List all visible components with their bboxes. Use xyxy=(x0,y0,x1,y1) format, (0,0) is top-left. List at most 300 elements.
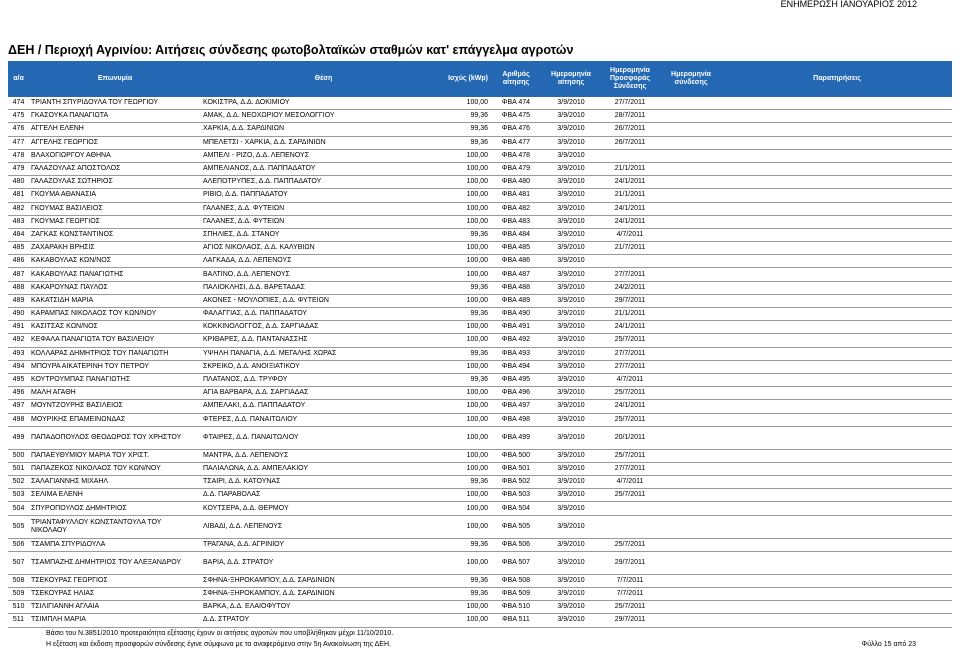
cell-power: 100,00 xyxy=(446,215,490,228)
cell-application-number: ΦΒΑ 510 xyxy=(490,601,542,614)
cell-application-number: ΦΒΑ 493 xyxy=(490,347,542,360)
cell-name: ΤΣΑΜΠΑ ΣΠΥΡΙΔΟΥΛΑ xyxy=(29,538,201,551)
cell-remarks xyxy=(722,228,952,241)
cell-remarks xyxy=(722,515,952,538)
footer-notes xyxy=(46,628,393,650)
cell-name: ΣΕΛΙΜΑ ΕΛΕΝΗ xyxy=(29,489,201,502)
cell-name: ΜΑΛΗ ΑΓΑΘΗ xyxy=(29,387,201,400)
table-row xyxy=(8,538,952,551)
cell-offer-date: 27/7/2011 xyxy=(600,347,660,360)
cell-remarks xyxy=(722,373,952,386)
cell-location: ΒΑΡΚΑ, Δ.Δ. ΕΛΑΙΟΦΥΤΟΥ xyxy=(201,601,446,614)
cell-connection-date xyxy=(660,110,722,123)
cell-application-number: ΦΒΑ 498 xyxy=(490,413,542,426)
cell-aa: 498 xyxy=(8,413,29,426)
cell-aa: 493 xyxy=(8,347,29,360)
cell-power: 99,36 xyxy=(446,588,490,601)
table-row xyxy=(8,110,952,123)
footer-note-2: Η εξέταση και έκδοση προσφορών σύνδεσης έγινε σύμφωνα με τα αναφερόμενα στην 5η Ανακοίνωση της ΔΕΗ. xyxy=(46,641,391,648)
cell-aa: 500 xyxy=(8,449,29,462)
table-row xyxy=(8,136,952,149)
cell-application-number: ΦΒΑ 483 xyxy=(490,215,542,228)
table-row xyxy=(8,202,952,215)
cell-remarks xyxy=(722,387,952,400)
cell-name: ΚΑΚΑΒΟΥΛΑΣ ΠΑΝΑΓΙΩΤΗΣ xyxy=(29,268,201,281)
page-number: Φύλλο 15 από 23 xyxy=(861,641,916,648)
cell-application-date: 3/9/2010 xyxy=(542,449,600,462)
cell-connection-date xyxy=(660,502,722,515)
cell-offer-date: 24/1/2011 xyxy=(600,400,660,413)
cell-location: ΧΑΡΚΙΑ, Δ.Δ. ΣΑΡΔΙΝΙΩΝ xyxy=(201,123,446,136)
cell-remarks xyxy=(722,574,952,587)
cell-aa: 491 xyxy=(8,321,29,334)
cell-name: ΤΡΙΑΝΤΑΦΥΛΛΟΥ ΚΩΝΣΤΑΝΤΟΥΛΑ ΤΟΥ ΝΙΚΟΛΑΟΥ xyxy=(29,515,201,538)
cell-name: ΜΠΟΥΡΑ ΑΙΚΑΤΕΡΙΝΗ ΤΟΥ ΠΕΤΡΟΥ xyxy=(29,360,201,373)
cell-aa: 511 xyxy=(8,614,29,627)
cell-offer-date: 4/7/2011 xyxy=(600,373,660,386)
cell-application-date: 3/9/2010 xyxy=(542,373,600,386)
cell-application-number: ΦΒΑ 484 xyxy=(490,228,542,241)
cell-remarks xyxy=(722,588,952,601)
cell-connection-date xyxy=(660,515,722,538)
table-row xyxy=(8,308,952,321)
cell-remarks xyxy=(722,614,952,627)
cell-application-number: ΦΒΑ 480 xyxy=(490,176,542,189)
cell-name: ΜΟΥΝΤΖΟΥΡΗΣ ΒΑΣΙΛΕΙΟΣ xyxy=(29,400,201,413)
cell-power: 99,36 xyxy=(446,373,490,386)
cell-aa: 477 xyxy=(8,136,29,149)
cell-name: ΤΣΑΜΠΑΖΗΣ ΔΗΜΗΤΡΙΟΣ ΤΟΥ ΑΛΕΞΑΝΔΡΟΥ xyxy=(29,551,201,574)
cell-application-date: 3/9/2010 xyxy=(542,123,600,136)
cell-application-date: 3/9/2010 xyxy=(542,136,600,149)
cell-location: ΦΤΑΙΡΕΣ, Δ.Δ. ΠΑΝΑΙΤΩΛΙΟΥ xyxy=(201,426,446,449)
cell-name: ΤΣΙΜΠΛΗ ΜΑΡΙΑ xyxy=(29,614,201,627)
table-row xyxy=(8,123,952,136)
cell-aa: 501 xyxy=(8,462,29,475)
table-row xyxy=(8,268,952,281)
cell-name: ΚΑΚΑΡΟΥΝΑΣ ΠΑΥΛΟΣ xyxy=(29,281,201,294)
table-header-row xyxy=(8,61,952,97)
cell-power: 100,00 xyxy=(446,162,490,175)
cell-name: ΓΑΛΑΖΟΥΛΑΣ ΑΠΟΣΤΟΛΟΣ xyxy=(29,162,201,175)
cell-location: ΑΓΙΟΣ ΝΙΚΟΛΑΟΣ, Δ.Δ. ΚΑΛΥΒΙΩΝ xyxy=(201,242,446,255)
cell-name: ΚΕΦΑΛΑ ΠΑΝΑΓΙΩΤΑ ΤΟΥ ΒΑΣΙΛΕΙΟΥ xyxy=(29,334,201,347)
update-date: ΕΝΗΜΕΡΩΣΗ ΙΑΝΟΥΑΡΙΟΣ 2012 xyxy=(780,0,917,9)
table-row xyxy=(8,228,952,241)
table-row xyxy=(8,149,952,162)
cell-location: ΜΑΝΤΡΑ, Δ.Δ. ΛΕΠΕΝΟΥΣ xyxy=(201,449,446,462)
cell-application-number: ΦΒΑ 485 xyxy=(490,242,542,255)
cell-remarks xyxy=(722,136,952,149)
cell-application-date: 3/9/2010 xyxy=(542,462,600,475)
cell-power: 100,00 xyxy=(446,334,490,347)
cell-aa: 481 xyxy=(8,189,29,202)
cell-application-number: ΦΒΑ 497 xyxy=(490,400,542,413)
cell-application-number: ΦΒΑ 503 xyxy=(490,489,542,502)
cell-application-number: ΦΒΑ 501 xyxy=(490,462,542,475)
cell-application-number: ΦΒΑ 499 xyxy=(490,426,542,449)
cell-remarks xyxy=(722,308,952,321)
cell-aa: 495 xyxy=(8,373,29,386)
table-row xyxy=(8,215,952,228)
table-row xyxy=(8,601,952,614)
cell-name: ΤΣΕΚΟΥΡΑΣ ΓΕΩΡΓΙΟΣ xyxy=(29,574,201,587)
cell-location: ΤΡΑΓΑΝΑ, Δ.Δ. ΑΓΡΙΝΙΟΥ xyxy=(201,538,446,551)
cell-offer-date: 27/7/2011 xyxy=(600,268,660,281)
cell-location: ΑΜΠΕΛΙ - ΡΙΖΟ, Δ.Δ. ΛΕΠΕΝΟΥΣ xyxy=(201,149,446,162)
cell-remarks xyxy=(722,601,952,614)
cell-connection-date xyxy=(660,189,722,202)
cell-location: ΚΟΚΚΙΝΟΛΟΓΓΟΣ, Δ.Δ. ΣΑΡΓΙΑΔΑΣ xyxy=(201,321,446,334)
cell-location: ΣΚΡΕΙΚΟ, Δ.Δ. ΑΝΟΙΞΙΑΤΙΚΟΥ xyxy=(201,360,446,373)
cell-connection-date xyxy=(660,255,722,268)
cell-aa: 487 xyxy=(8,268,29,281)
table-row xyxy=(8,97,952,110)
cell-connection-date xyxy=(660,334,722,347)
cell-location: ΒΑΛΤΙΝΟ, Δ.Δ. ΛΕΠΕΝΟΥΣ xyxy=(201,268,446,281)
cell-name: ΓΑΛΑΖΟΥΛΑΣ ΣΩΤΗΡΙΟΣ xyxy=(29,176,201,189)
cell-offer-date: 25/7/2011 xyxy=(600,334,660,347)
cell-application-number: ΦΒΑ 502 xyxy=(490,476,542,489)
cell-remarks xyxy=(722,551,952,574)
cell-name: ΤΣΕΚΟΥΡΑΣ ΗΛΙΑΣ xyxy=(29,588,201,601)
cell-location: ΣΠΗΛΙΕΣ, Δ.Δ. ΣΤΑΝΟΥ xyxy=(201,228,446,241)
cell-power: 100,00 xyxy=(446,360,490,373)
cell-power: 99,36 xyxy=(446,574,490,587)
col-header-application-number: Αριθμός αίτησης xyxy=(490,61,542,97)
cell-aa: 506 xyxy=(8,538,29,551)
cell-offer-date: 24/1/2011 xyxy=(600,202,660,215)
cell-aa: 505 xyxy=(8,515,29,538)
cell-application-date: 3/9/2010 xyxy=(542,149,600,162)
cell-name: ΚΟΥΤΡΟΥΜΠΑΣ ΠΑΝΑΓΙΩΤΗΣ xyxy=(29,373,201,386)
cell-location: ΑΛΕΠΟΤΡΥΠΕΣ, Δ.Δ. ΠΑΠΠΑΔΑΤΟΥ xyxy=(201,176,446,189)
col-header-application-date: Ημερομηνία αίτησης xyxy=(542,61,600,97)
cell-power: 99,36 xyxy=(446,281,490,294)
cell-offer-date: 28/7/2011 xyxy=(600,110,660,123)
col-header-aa: α/α xyxy=(8,61,29,97)
cell-location: ΠΑΛΙΑΛΩΝΑ, Δ.Δ. ΑΜΠΕΛΑΚΙΟΥ xyxy=(201,462,446,475)
cell-name: ΚΟΛΛΑΡΑΣ ΔΗΜΗΤΡΙΟΣ ΤΟΥ ΠΑΝΑΓΙΩΤΗ xyxy=(29,347,201,360)
cell-application-date: 3/9/2010 xyxy=(542,202,600,215)
cell-connection-date xyxy=(660,136,722,149)
cell-application-number: ΦΒΑ 495 xyxy=(490,373,542,386)
cell-power: 99,36 xyxy=(446,228,490,241)
col-header-offer-date: Ημερομηνία Προσφοράς Σύνδεσης xyxy=(600,61,660,97)
table-row xyxy=(8,189,952,202)
cell-location: ΠΑΛΙΟΚΛΗΣΙ, Δ.Δ. ΒΑΡΕΤΑΔΑΣ xyxy=(201,281,446,294)
cell-offer-date: 4/7/2011 xyxy=(600,476,660,489)
cell-application-date: 3/9/2010 xyxy=(542,162,600,175)
cell-connection-date xyxy=(660,162,722,175)
cell-name: ΣΑΛΑΓΙΑΝΝΗΣ ΜΙΧΑΗΛ xyxy=(29,476,201,489)
cell-application-number: ΦΒΑ 478 xyxy=(490,149,542,162)
cell-remarks xyxy=(722,162,952,175)
cell-remarks xyxy=(722,268,952,281)
cell-power: 100,00 xyxy=(446,515,490,538)
cell-remarks xyxy=(722,489,952,502)
cell-location: Δ.Δ. ΣΤΡΑΤΟΥ xyxy=(201,614,446,627)
col-header-location: Θέση xyxy=(201,61,446,97)
cell-connection-date xyxy=(660,462,722,475)
cell-application-date: 3/9/2010 xyxy=(542,228,600,241)
cell-aa: 497 xyxy=(8,400,29,413)
cell-location: ΚΡΙΘΑΡΕΣ, Δ.Δ. ΠΑΝΤΑΝΑΣΣΗΣ xyxy=(201,334,446,347)
cell-offer-date xyxy=(600,149,660,162)
cell-name: ΖΑΧΑΡΑΚΗ ΒΡΗΣΙΣ xyxy=(29,242,201,255)
cell-name: ΣΠΥΡΟΠΟΥΛΟΣ ΔΗΜΗΤΡΙΟΣ xyxy=(29,502,201,515)
table-row xyxy=(8,176,952,189)
table-row xyxy=(8,400,952,413)
cell-aa: 502 xyxy=(8,476,29,489)
cell-name: ΒΛΑΧΟΓΙΩΡΓΟΥ ΑΘΗΝΑ xyxy=(29,149,201,162)
cell-application-date: 3/9/2010 xyxy=(542,97,600,110)
table-row xyxy=(8,449,952,462)
cell-application-date: 3/9/2010 xyxy=(542,294,600,307)
cell-location: ΦΑΛΑΓΓΙΑΣ, Δ.Δ. ΠΑΠΠΑΔΑΤΟΥ xyxy=(201,308,446,321)
cell-remarks xyxy=(722,255,952,268)
cell-application-number: ΦΒΑ 511 xyxy=(490,614,542,627)
cell-remarks xyxy=(722,321,952,334)
cell-application-number: ΦΒΑ 474 xyxy=(490,97,542,110)
cell-power: 100,00 xyxy=(446,413,490,426)
cell-location: ΚΟΚΙΣΤΡΑ, Δ.Δ. ΔΟΚΙΜΙΟΥ xyxy=(201,97,446,110)
cell-offer-date xyxy=(600,502,660,515)
cell-power: 100,00 xyxy=(446,387,490,400)
cell-connection-date xyxy=(660,551,722,574)
cell-power: 100,00 xyxy=(446,502,490,515)
cell-application-date: 3/9/2010 xyxy=(542,189,600,202)
cell-aa: 507 xyxy=(8,551,29,574)
cell-offer-date xyxy=(600,515,660,538)
cell-remarks xyxy=(722,110,952,123)
cell-name: ΖΑΓΚΑΣ ΚΩΝΣΤΑΝΤΙΝΟΣ xyxy=(29,228,201,241)
cell-aa: 496 xyxy=(8,387,29,400)
cell-power: 100,00 xyxy=(446,189,490,202)
cell-offer-date: 24/1/2011 xyxy=(600,215,660,228)
cell-application-number: ΦΒΑ 507 xyxy=(490,551,542,574)
cell-application-number: ΦΒΑ 496 xyxy=(490,387,542,400)
cell-name: ΚΑΣΙΤΣΑΣ ΚΩΝ/ΝΟΣ xyxy=(29,321,201,334)
cell-application-number: ΦΒΑ 488 xyxy=(490,281,542,294)
cell-offer-date: 21/1/2011 xyxy=(600,189,660,202)
cell-application-date: 3/9/2010 xyxy=(542,476,600,489)
cell-power: 100,00 xyxy=(446,462,490,475)
cell-application-date: 3/9/2010 xyxy=(542,588,600,601)
cell-location: ΒΑΡΙΑ, Δ.Δ. ΣΤΡΑΤΟΥ xyxy=(201,551,446,574)
cell-name: ΚΑΡΑΜΠΑΣ ΝΙΚΟΛΑΟΣ ΤΟΥ ΚΩΝ/ΝΟΥ xyxy=(29,308,201,321)
cell-offer-date: 24/1/2011 xyxy=(600,176,660,189)
page-title: ΔΕΗ / Περιοχή Αγρινίου: Αιτήσεις σύνδεσης φωτοβολταϊκών σταθμών κατ' επάγγελμα αγροτών xyxy=(8,43,574,57)
cell-application-date: 3/9/2010 xyxy=(542,426,600,449)
cell-application-date: 3/9/2010 xyxy=(542,614,600,627)
cell-aa: 490 xyxy=(8,308,29,321)
cell-connection-date xyxy=(660,449,722,462)
cell-application-date: 3/9/2010 xyxy=(542,281,600,294)
cell-offer-date xyxy=(600,255,660,268)
cell-power: 99,36 xyxy=(446,136,490,149)
col-header-power: Ισχύς (kWp) xyxy=(446,61,490,97)
cell-application-date: 3/9/2010 xyxy=(542,334,600,347)
cell-power: 100,00 xyxy=(446,176,490,189)
cell-name: ΓΚΑΣΟΥΚΑ ΠΑΝΑΓΙΩΤΑ xyxy=(29,110,201,123)
cell-name: ΚΑΚΑΤΣΙΔΗ ΜΑΡΙΑ xyxy=(29,294,201,307)
cell-remarks xyxy=(722,334,952,347)
cell-location: ΜΠΕΛΕΤΣΙ - ΧΑΡΚΙΑ, Δ.Δ. ΣΑΡΔΙΝΙΩΝ xyxy=(201,136,446,149)
cell-application-date: 3/9/2010 xyxy=(542,538,600,551)
cell-aa: 504 xyxy=(8,502,29,515)
cell-power: 99,36 xyxy=(446,308,490,321)
cell-location: ΛΑΓΚΑΔΑ, Δ.Δ. ΛΕΠΕΝΟΥΣ xyxy=(201,255,446,268)
cell-location: ΤΣΑΙΡΙ, Δ.Δ. ΚΑΤΟΥΝΑΣ xyxy=(201,476,446,489)
applications-table xyxy=(8,61,952,628)
cell-aa: 492 xyxy=(8,334,29,347)
cell-offer-date: 7/7/2011 xyxy=(600,588,660,601)
cell-remarks xyxy=(722,294,952,307)
cell-application-date: 3/9/2010 xyxy=(542,601,600,614)
table-row xyxy=(8,476,952,489)
col-header-name: Επωνυμία xyxy=(29,61,201,97)
cell-aa: 486 xyxy=(8,255,29,268)
cell-location: ΛΙΒΑΔΙ, Δ.Δ. ΛΕΠΕΝΟΥΣ xyxy=(201,515,446,538)
cell-connection-date xyxy=(660,347,722,360)
cell-name: ΠΑΠΑΖΕΚΟΣ ΝΙΚΟΛΑΟΣ ΤΟΥ ΚΩΝ/ΝΟΥ xyxy=(29,462,201,475)
cell-location: ΠΛΑΤΑΝΟΣ, Δ.Δ. ΤΡΥΦΟΥ xyxy=(201,373,446,386)
cell-connection-date xyxy=(660,538,722,551)
cell-aa: 485 xyxy=(8,242,29,255)
cell-application-number: ΦΒΑ 479 xyxy=(490,162,542,175)
cell-location: ΥΨΗΛΗ ΠΑΝΑΓΙΑ, Δ.Δ. ΜΕΓΑΛΗΣ ΧΩΡΑΣ xyxy=(201,347,446,360)
cell-power: 100,00 xyxy=(446,614,490,627)
cell-offer-date: 26/7/2011 xyxy=(600,123,660,136)
cell-aa: 482 xyxy=(8,202,29,215)
cell-location: ΑΜΠΕΛΙΑΝΟΣ, Δ.Δ. ΠΑΠΠΑΔΑΤΟΥ xyxy=(201,162,446,175)
cell-remarks xyxy=(722,476,952,489)
cell-location: ΡΙΒΙΟ, Δ.Δ. ΠΑΠΠΑΔΑΤΟΥ xyxy=(201,189,446,202)
cell-application-number: ΦΒΑ 476 xyxy=(490,123,542,136)
cell-location: ΑΓΙΑ ΒΑΡΒΑΡΑ, Δ.Δ. ΣΑΡΓΙΑΔΑΣ xyxy=(201,387,446,400)
cell-location: ΓΑΛΑΝΕΣ, Δ.Δ. ΦΥΤΕΙΩΝ xyxy=(201,215,446,228)
cell-application-number: ΦΒΑ 482 xyxy=(490,202,542,215)
col-header-connection-date: Ημερομηνία σύνδεσης xyxy=(660,61,722,97)
cell-offer-date: 7/7/2011 xyxy=(600,574,660,587)
cell-application-date: 3/9/2010 xyxy=(542,387,600,400)
cell-offer-date: 29/7/2011 xyxy=(600,294,660,307)
cell-aa: 509 xyxy=(8,588,29,601)
cell-application-date: 3/9/2010 xyxy=(542,347,600,360)
cell-application-number: ΦΒΑ 500 xyxy=(490,449,542,462)
cell-aa: 483 xyxy=(8,215,29,228)
cell-location: ΣΦΗΝΑ-ΞΗΡΟΚΑΜΠΟΥ, Δ.Δ. ΣΑΡΔΙΝΙΩΝ xyxy=(201,588,446,601)
cell-offer-date: 25/7/2011 xyxy=(600,601,660,614)
cell-application-number: ΦΒΑ 492 xyxy=(490,334,542,347)
cell-offer-date: 27/7/2011 xyxy=(600,97,660,110)
cell-location: ΦΤΕΡΕΣ, Δ.Δ. ΠΑΝΑΙΤΩΛΙΟΥ xyxy=(201,413,446,426)
cell-application-date: 3/9/2010 xyxy=(542,321,600,334)
cell-application-number: ΦΒΑ 504 xyxy=(490,502,542,515)
cell-location: ΑΜΠΕΛΑΚΙ, Δ.Δ. ΠΑΠΠΑΔΑΤΟΥ xyxy=(201,400,446,413)
cell-application-date: 3/9/2010 xyxy=(542,268,600,281)
cell-remarks xyxy=(722,360,952,373)
cell-remarks xyxy=(722,97,952,110)
cell-application-date: 3/9/2010 xyxy=(542,502,600,515)
cell-application-number: ΦΒΑ 506 xyxy=(490,538,542,551)
table-row xyxy=(8,426,952,449)
col-header-remarks: Παρατηρήσεις xyxy=(722,61,952,97)
cell-application-number: ΦΒΑ 487 xyxy=(490,268,542,281)
cell-offer-date: 25/7/2011 xyxy=(600,413,660,426)
table-row xyxy=(8,162,952,175)
cell-application-number: ΦΒΑ 486 xyxy=(490,255,542,268)
cell-connection-date xyxy=(660,426,722,449)
cell-offer-date: 24/1/2011 xyxy=(600,321,660,334)
cell-remarks xyxy=(722,347,952,360)
table-row xyxy=(8,360,952,373)
cell-power: 99,36 xyxy=(446,123,490,136)
cell-connection-date xyxy=(660,202,722,215)
cell-offer-date: 25/7/2011 xyxy=(600,449,660,462)
cell-remarks xyxy=(722,149,952,162)
cell-aa: 503 xyxy=(8,489,29,502)
cell-application-number: ΦΒΑ 489 xyxy=(490,294,542,307)
cell-power: 100,00 xyxy=(446,97,490,110)
cell-name: ΚΑΚΑΒΟΥΛΑΣ ΚΩΝ/ΝΟΣ xyxy=(29,255,201,268)
cell-connection-date xyxy=(660,614,722,627)
table-row xyxy=(8,387,952,400)
cell-offer-date: 24/2/2011 xyxy=(600,281,660,294)
cell-remarks xyxy=(722,413,952,426)
cell-application-date: 3/9/2010 xyxy=(542,574,600,587)
cell-connection-date xyxy=(660,476,722,489)
cell-power: 99,36 xyxy=(446,476,490,489)
cell-aa: 510 xyxy=(8,601,29,614)
cell-offer-date: 4/7/2011 xyxy=(600,228,660,241)
cell-connection-date xyxy=(660,228,722,241)
cell-remarks xyxy=(722,242,952,255)
cell-application-date: 3/9/2010 xyxy=(542,360,600,373)
table-row xyxy=(8,502,952,515)
cell-remarks xyxy=(722,462,952,475)
cell-application-date: 3/9/2010 xyxy=(542,413,600,426)
cell-power: 100,00 xyxy=(446,400,490,413)
table-row xyxy=(8,588,952,601)
cell-connection-date xyxy=(660,574,722,587)
cell-power: 99,36 xyxy=(446,347,490,360)
cell-connection-date xyxy=(660,400,722,413)
cell-remarks xyxy=(722,281,952,294)
cell-connection-date xyxy=(660,149,722,162)
cell-connection-date xyxy=(660,281,722,294)
cell-power: 100,00 xyxy=(446,601,490,614)
cell-offer-date: 21/1/2011 xyxy=(600,162,660,175)
cell-connection-date xyxy=(660,387,722,400)
cell-connection-date xyxy=(660,601,722,614)
cell-application-date: 3/9/2010 xyxy=(542,551,600,574)
cell-remarks xyxy=(722,502,952,515)
table-row xyxy=(8,614,952,627)
cell-offer-date: 26/7/2011 xyxy=(600,136,660,149)
cell-application-date: 3/9/2010 xyxy=(542,110,600,123)
cell-offer-date: 27/7/2011 xyxy=(600,462,660,475)
cell-remarks xyxy=(722,538,952,551)
cell-remarks xyxy=(722,449,952,462)
cell-application-date: 3/9/2010 xyxy=(542,308,600,321)
cell-power: 100,00 xyxy=(446,149,490,162)
table-row xyxy=(8,242,952,255)
cell-location: ΑΜΑΚ, Δ.Δ. ΝΕΟΧΩΡΙΟΥ ΜΕΣΟΛΟΓΓΙΟΥ xyxy=(201,110,446,123)
table-row xyxy=(8,462,952,475)
cell-power: 100,00 xyxy=(446,449,490,462)
